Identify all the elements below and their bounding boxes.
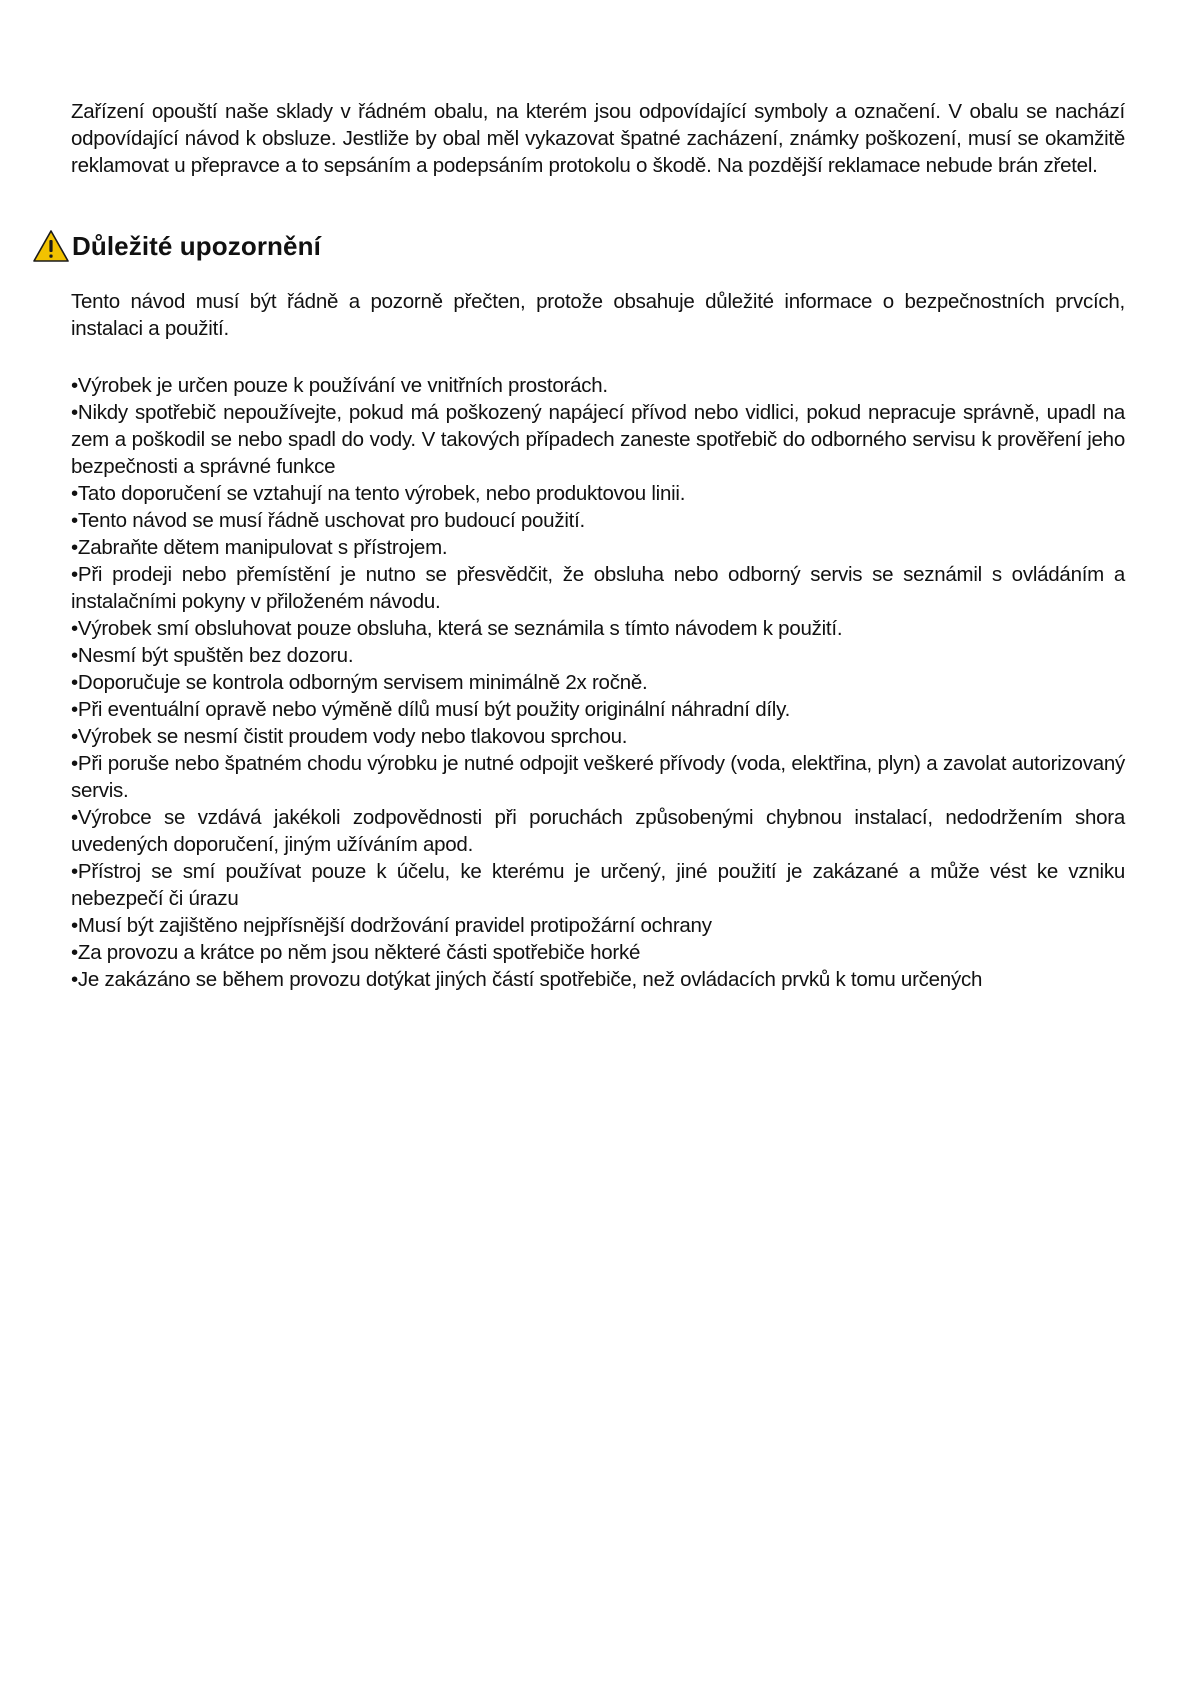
list-item: •Při prodeji nebo přemístění je nutno se přesvědčit, že obsluha nebo odborný servis se seznámil s ovládáním a instalačními pokyny v přiloženém návodu. [71, 563, 1125, 613]
section-heading [32, 228, 321, 264]
list-item: •Při eventuální opravě nebo výměně dílů musí být použity originální náhradní díly. [71, 698, 791, 721]
intro-paragraph [71, 98, 1125, 179]
list-item: •Výrobce se vzdává jakékoli zodpovědnosti při poruchách způsobenými chybnou instalací, nedodržením shora uvedených doporučení, jiným užíváním apod. [71, 806, 1125, 856]
list-item: •Tento návod se musí řádně uschovat pro budoucí použití. [71, 509, 585, 532]
intro-text: Zařízení opouští naše sklady v řádném obalu, na kterém jsou odpovídající symboly a označení. V obalu se nachází odpovídající návod k obsluze. Jestliže by obal měl vykazovat špatné zacházení, známky poškození, musí se okamžitě reklamovat u přepravce a to sepsáním a podepsáním protokolu o škodě. Na pozdější reklamace nebude brán zřetel. [71, 100, 1125, 177]
list-item: •Výrobek se nesmí čistit proudem vody nebo tlakovou sprchou. [71, 725, 628, 748]
list-item: •Za provozu a krátce po něm jsou některé části spotřebiče horké [71, 941, 641, 964]
list-item: •Nikdy spotřebič nepoužívejte, pokud má poškozený napájecí přívod nebo vidlici, pokud nepracuje správně, upadl na zem a poškodil se nebo spadl do vody. V takových případech zaneste spotřebič do odborného servisu k prověření jeho bezpečnosti a správné funkce [71, 401, 1125, 478]
warning-triangle-icon [32, 229, 70, 263]
notice-text: Tento návod musí být řádně a pozorně přečten, protože obsahuje důležité informace o bezpečnostních prvcích, instalaci a použití. [71, 290, 1125, 340]
list-item: •Při poruše nebo špatném chodu výrobku je nutné odpojit veškeré přívody (voda, elektřina, plyn) a zavolat autorizovaný servis. [71, 752, 1125, 802]
list-item: •Nesmí být spuštěn bez dozoru. [71, 644, 354, 667]
list-item: •Doporučuje se kontrola odborným servisem minimálně 2x ročně. [71, 671, 648, 694]
list-item: •Výrobek smí obsluhovat pouze obsluha, která se seznámila s tímto návodem k použití. [71, 617, 843, 640]
notice-paragraph [71, 288, 1125, 342]
section-title: Důležité upozornění [72, 230, 321, 261]
safety-list [71, 372, 1125, 993]
list-item: •Výrobek je určen pouze k používání ve vnitřních prostorách. [71, 374, 608, 397]
list-item: •Musí být zajištěno nejpřísnější dodržování pravidel protipožární ochrany [71, 914, 712, 937]
list-item: •Je zakázáno se během provozu dotýkat jiných částí spotřebiče, než ovládacích prvků k tomu určených [71, 968, 983, 991]
list-item: •Přístroj se smí používat pouze k účelu, ke kterému je určený, jiné použití je zakázané a může vést ke vzniku nebezpečí či úrazu [71, 860, 1125, 910]
list-item: •Zabraňte dětem manipulovat s přístrojem. [71, 536, 448, 559]
list-item: •Tato doporučení se vztahují na tento výrobek, nebo produktovou linii. [71, 482, 686, 505]
